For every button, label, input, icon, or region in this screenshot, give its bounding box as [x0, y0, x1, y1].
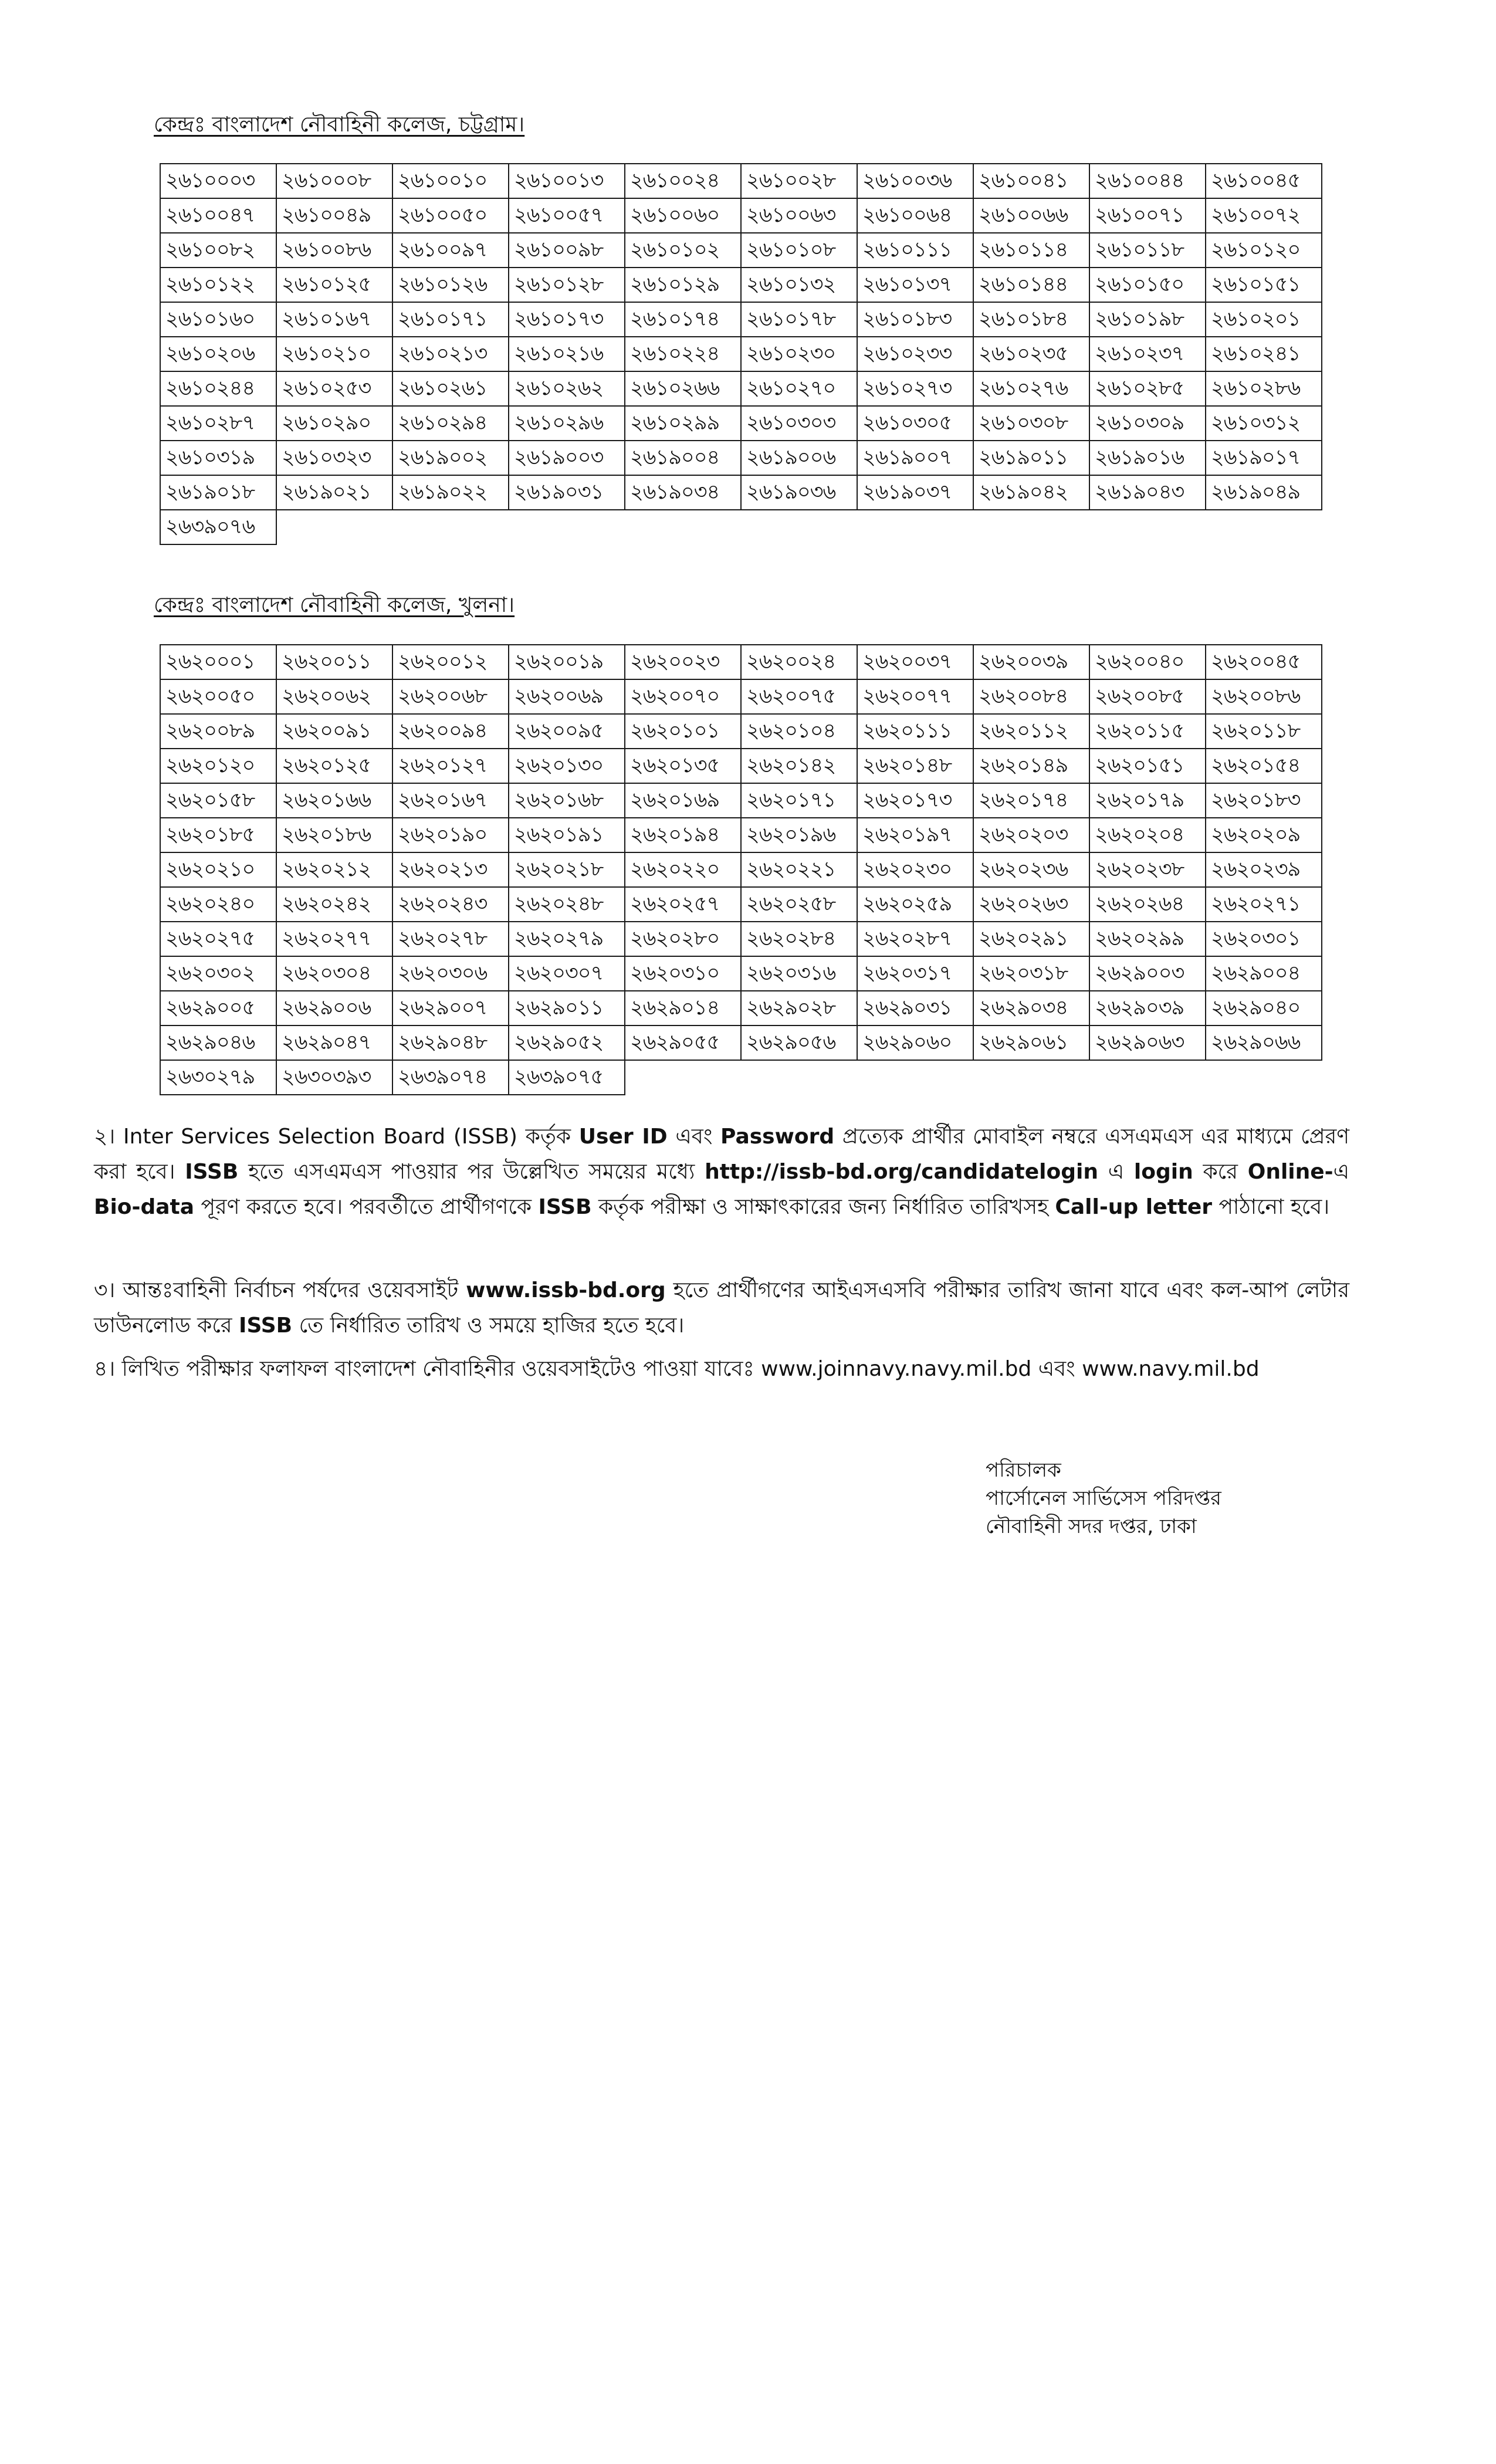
roll-number-cell: ২৬১০১৬০ [160, 302, 276, 337]
roll-number-cell: ২৬২০১০১ [625, 714, 741, 749]
roll-number-cell: ২৬১৯০০৪ [625, 441, 741, 475]
roll-number-cell: ২৬২০০১৯ [509, 645, 625, 679]
table-row [160, 818, 1322, 852]
roll-number-cell: ২৬২০১৪২ [741, 749, 857, 783]
paragraph-text: হতে প্রার্থীগণের আইএসএসবি পরীক্ষার তারিখ জানা যাবে এবং কল-আপ লেটার ডাউনলোড করে [94, 1278, 1350, 1338]
roll-number-cell: ২৬১০০৫০ [392, 198, 509, 233]
roll-number-cell: ২৬১০২২৪ [625, 337, 741, 371]
roll-number-cell: ২৬২০১১৮ [1206, 714, 1322, 749]
roll-number-cell: ২৬২০১৯১ [509, 818, 625, 852]
roll-number-cell: ২৬১৯০১৮ [160, 475, 276, 510]
roll-number-cell: ২৬২০০৪৫ [1206, 645, 1322, 679]
roll-number-cell: ২৬১৯০৩৬ [741, 475, 857, 510]
emphasis-text: www.issb-bd.org [466, 1278, 666, 1302]
roll-table-khulna [160, 644, 1322, 1095]
table-row [160, 441, 1322, 475]
roll-number-cell: ২৬২০১৯৭ [857, 818, 973, 852]
roll-number-cell: ২৬২০২০৪ [1089, 818, 1206, 852]
roll-number-cell: ২৬১০১২০ [1206, 233, 1322, 268]
table-row [160, 679, 1322, 714]
roll-number-cell: ২৬২৯০০৫ [160, 991, 276, 1025]
roll-number-cell: ২৬২০১৬৮ [509, 783, 625, 818]
roll-number-cell: ২৬১০০৬৩ [741, 198, 857, 233]
paragraph-text: ৩। আন্তঃবাহিনী নির্বাচন পর্ষদের ওয়েবসাইট [94, 1278, 466, 1302]
roll-number-cell: ২৬২০০৪০ [1089, 645, 1206, 679]
roll-number-cell: ২৬২০০২৪ [741, 645, 857, 679]
roll-number-cell: ২৬১০২৮৭ [160, 406, 276, 441]
roll-number-cell: ২৬১০২৩৫ [973, 337, 1089, 371]
roll-number-cell: ২৬১০২১০ [276, 337, 392, 371]
roll-number-cell: ২৬২০১২৭ [392, 749, 509, 783]
roll-number-cell: ২৬২০১০৪ [741, 714, 857, 749]
roll-number-cell: ২৬২০২১২ [276, 852, 392, 887]
roll-number-cell: ২৬২০২৩৯ [1206, 852, 1322, 887]
roll-number-cell: ২৬১০০৪৭ [160, 198, 276, 233]
roll-number-cell: ২৬২০২০৩ [973, 818, 1089, 852]
roll-number-cell: ২৬২০২৪৮ [509, 887, 625, 922]
emphasis-text: login [1133, 1160, 1193, 1184]
roll-number-cell: ২৬৩৯০৭৪ [392, 1060, 509, 1095]
roll-number-cell: ২৬১০০১০ [392, 164, 509, 198]
roll-number-cell: ২৬১০০৬৪ [857, 198, 973, 233]
roll-number-cell: ২৬১০৩০৩ [741, 406, 857, 441]
roll-number-cell: ২৬২০২৭৮ [392, 922, 509, 956]
roll-number-cell: ২৬২০০৮৪ [973, 679, 1089, 714]
roll-number-cell: ২৬২০৩০৪ [276, 956, 392, 991]
roll-number-cell: ২৬২০৩০৭ [509, 956, 625, 991]
roll-number-cell: ২৬২০১২০ [160, 749, 276, 783]
emphasis-text: Password [720, 1125, 835, 1149]
table-row [160, 406, 1322, 441]
roll-number-cell: ২৬২০১৮৫ [160, 818, 276, 852]
roll-number-cell: ২৬১০১৫১ [1206, 268, 1322, 302]
table-row [160, 164, 1322, 198]
roll-number-cell: ২৬১০০৪৯ [276, 198, 392, 233]
roll-number-cell: ২৬২০৩১০ [625, 956, 741, 991]
roll-number-cell: ২৬২৯০৫৫ [625, 1025, 741, 1060]
emphasis-text: Online- [1247, 1160, 1333, 1184]
roll-number-cell: ২৬২০২৭৫ [160, 922, 276, 956]
roll-number-cell: ২৬১০১২৮ [509, 268, 625, 302]
roll-number-cell: ২৬২০২৮৪ [741, 922, 857, 956]
roll-number-cell: ২৬১০১৬৭ [276, 302, 392, 337]
signature-block [986, 1456, 1221, 1541]
roll-number-cell: ২৬১০০৪১ [973, 164, 1089, 198]
roll-number-cell: ২৬২৯০১৪ [625, 991, 741, 1025]
roll-number-cell: ২৬১০০০৮ [276, 164, 392, 198]
paragraph-text: পূরণ করতে হবে। পরবর্তীতে প্রার্থীগণকে [194, 1195, 539, 1219]
roll-number-cell: ২৬৩৯০৭৫ [509, 1060, 625, 1095]
roll-number-cell: ২৬১০৩০৫ [857, 406, 973, 441]
roll-number-cell: ২৬১০২৬৬ [625, 371, 741, 406]
roll-number-cell: ২৬৩০২৭৯ [160, 1060, 276, 1095]
roll-number-cell: ২৬২০১২৫ [276, 749, 392, 783]
roll-number-cell: ২৬২৯০৩১ [857, 991, 973, 1025]
roll-number-cell: ২৬১৯০৩১ [509, 475, 625, 510]
roll-number-cell: ২৬১০০৭১ [1089, 198, 1206, 233]
roll-number-cell: ২৬১০২১৩ [392, 337, 509, 371]
roll-number-cell: ২৬১০২৬১ [392, 371, 509, 406]
roll-number-cell: ২৬২০১৬৬ [276, 783, 392, 818]
roll-number-cell: ২৬২৯০০৭ [392, 991, 509, 1025]
roll-number-cell: ২৬২৯০৪৭ [276, 1025, 392, 1060]
roll-number-cell: ২৬২০১১৫ [1089, 714, 1206, 749]
roll-number-cell: ২৬২০৩১৬ [741, 956, 857, 991]
roll-number-cell: ২৬২০২১৩ [392, 852, 509, 887]
paragraph-text: পাঠানো হবে। [1212, 1195, 1330, 1219]
roll-number-cell: ২৬২০২২১ [741, 852, 857, 887]
roll-number-cell: ২৬১০২৯৯ [625, 406, 741, 441]
roll-number-cell: ২৬১০০৬০ [625, 198, 741, 233]
roll-number-cell: ২৬১৯০৪৩ [1089, 475, 1206, 510]
roll-number-cell: ২৬২০০৭০ [625, 679, 741, 714]
roll-number-cell: ২৬২০১৫১ [1089, 749, 1206, 783]
roll-number-cell: ২৬১০১২৬ [392, 268, 509, 302]
roll-number-cell: ২৬১০১৩৭ [857, 268, 973, 302]
table-row [160, 198, 1322, 233]
roll-number-cell: ২৬১০০০৩ [160, 164, 276, 198]
table-row [160, 337, 1322, 371]
roll-number-cell: ২৬২০০৭৭ [857, 679, 973, 714]
roll-number-cell: ২৬১০০৪৪ [1089, 164, 1206, 198]
roll-number-cell: ২৬১০০৮২ [160, 233, 276, 268]
roll-number-cell: ২৬২৯০৫৬ [741, 1025, 857, 1060]
paragraph-text: ৪। লিখিত পরীক্ষার ফলাফল বাংলাদেশ নৌবাহিনীর ওয়েবসাইটেও পাওয়া যাবেঃ www.joinnavy.navy.mil.bd এবং www.navy.mil.bd [94, 1357, 1260, 1381]
roll-number-cell: ২৬২০০১১ [276, 645, 392, 679]
roll-number-cell: ২৬২০৩০৬ [392, 956, 509, 991]
roll-number-cell: ২৬২০০৯১ [276, 714, 392, 749]
emphasis-text: ISSB [185, 1160, 239, 1184]
roll-number-cell: ২৬২০২৮০ [625, 922, 741, 956]
roll-number-cell: ২৬২০২৬৩ [973, 887, 1089, 922]
roll-number-cell: ২৬১০০১৩ [509, 164, 625, 198]
paragraph-text: করে [1193, 1160, 1248, 1184]
paragraph-text: তে নির্ধারিত তারিখ ও সময়ে হাজির হতে হবে। [292, 1314, 685, 1338]
table-row [160, 268, 1322, 302]
roll-number-cell: ২৬১০২৯০ [276, 406, 392, 441]
roll-number-cell: ২৬২০২৩৬ [973, 852, 1089, 887]
roll-number-cell: ২৬২৯০৬১ [973, 1025, 1089, 1060]
roll-number-cell: ২৬২০১৯০ [392, 818, 509, 852]
roll-number-cell: ২৬১০১৩২ [741, 268, 857, 302]
roll-number-cell: ২৬২০১৭৯ [1089, 783, 1206, 818]
instruction-paragraph-issb-website [94, 1273, 1349, 1343]
roll-number-cell: ২৬২০২৯১ [973, 922, 1089, 956]
roll-number-cell: ২৬২০১৯৬ [741, 818, 857, 852]
roll-number-cell: ২৬১৯০৪৯ [1206, 475, 1322, 510]
roll-number-cell: ২৬১০০৬৬ [973, 198, 1089, 233]
roll-number-cell: ২৬২০০৭৫ [741, 679, 857, 714]
roll-number-cell: ২৬১০০৮৬ [276, 233, 392, 268]
roll-number-cell: ২৬২০২৫৮ [741, 887, 857, 922]
roll-number-cell: ২৬২০১৫৪ [1206, 749, 1322, 783]
roll-number-cell: ২৬২৯০৪০ [1206, 991, 1322, 1025]
table-row [160, 302, 1322, 337]
roll-number-cell: ২৬২০০৮৫ [1089, 679, 1206, 714]
roll-number-cell: ২৬১০১১৮ [1089, 233, 1206, 268]
roll-number-cell: ২৬২০২১০ [160, 852, 276, 887]
roll-number-cell: ২৬৩০৩৯৩ [276, 1060, 392, 1095]
roll-number-cell: ২৬২০১৭৩ [857, 783, 973, 818]
roll-number-cell: ২৬১৯০১৬ [1089, 441, 1206, 475]
roll-number-cell: ২৬২০১৩৫ [625, 749, 741, 783]
roll-number-cell: ২৬১০০৪৫ [1206, 164, 1322, 198]
roll-number-cell: ২৬১৯০০৬ [741, 441, 857, 475]
roll-number-cell: ২৬১০২৯৪ [392, 406, 509, 441]
roll-number-cell: ২৬১০২০১ [1206, 302, 1322, 337]
roll-number-cell: ২৬১৯০৩৪ [625, 475, 741, 510]
roll-number-cell: ২৬১০৩০৯ [1089, 406, 1206, 441]
roll-number-cell: ২৬২০০৮৯ [160, 714, 276, 749]
roll-number-cell: ২৬১০১১৪ [973, 233, 1089, 268]
roll-number-cell: ২৬২০০৩৯ [973, 645, 1089, 679]
roll-number-cell: ২৬২০২৬৪ [1089, 887, 1206, 922]
roll-number-cell: ২৬২০১৭৪ [973, 783, 1089, 818]
table-row [160, 922, 1322, 956]
roll-number-cell: ২৬২০২৫৯ [857, 887, 973, 922]
roll-number-cell: ২৬২০৩০১ [1206, 922, 1322, 956]
roll-number-cell: ২৬২০২১৮ [509, 852, 625, 887]
roll-number-cell: ২৬১০২৪৪ [160, 371, 276, 406]
roll-number-cell: ২৬২০৩১৭ [857, 956, 973, 991]
signature-designation: পরিচালক [986, 1458, 1061, 1482]
roll-number-cell: ২৬১৯০০৩ [509, 441, 625, 475]
paragraph-text: এ [1333, 1160, 1350, 1184]
instruction-paragraph-result-website [94, 1352, 1349, 1387]
roll-number-cell: ২৬২০২৩০ [857, 852, 973, 887]
roll-number-cell: ২৬২০২৪৩ [392, 887, 509, 922]
roll-number-cell: ২৬১৯০৩৭ [857, 475, 973, 510]
roll-number-cell: ২৬১০১৯৮ [1089, 302, 1206, 337]
roll-number-cell: ২৬১০২৩৭ [1089, 337, 1206, 371]
roll-number-cell: ২৬১০১২২ [160, 268, 276, 302]
roll-number-cell: ২৬১০০২৪ [625, 164, 741, 198]
roll-number-cell: ২৬২০০১২ [392, 645, 509, 679]
roll-number-cell: ২৬১০০৫৭ [509, 198, 625, 233]
table-row [160, 783, 1322, 818]
roll-number-cell: ২৬২০০৯৪ [392, 714, 509, 749]
roll-number-cell: ২৬২০১৯৪ [625, 818, 741, 852]
roll-number-cell: ২৬২০৩০২ [160, 956, 276, 991]
roll-number-cell: ২৬১৯০০৭ [857, 441, 973, 475]
roll-number-cell: ২৬১৯০০২ [392, 441, 509, 475]
roll-number-cell: ২৬১০১৫০ [1089, 268, 1206, 302]
roll-number-cell: ২৬২৯০৫২ [509, 1025, 625, 1060]
roll-number-cell: ২৬১০১৭৪ [625, 302, 741, 337]
roll-number-cell: ২৬২০১৩০ [509, 749, 625, 783]
roll-number-cell: ২৬১০২৯৬ [509, 406, 625, 441]
roll-number-cell: ২৬২০২৪০ [160, 887, 276, 922]
roll-number-cell: ২৬২০০০১ [160, 645, 276, 679]
roll-number-cell: ২৬২০০২৩ [625, 645, 741, 679]
roll-number-cell: ২৬২০১৬৯ [625, 783, 741, 818]
roll-number-cell: ২৬২৯০১১ [509, 991, 625, 1025]
roll-number-cell: ২৬১০২১৬ [509, 337, 625, 371]
table-row [160, 475, 1322, 510]
emphasis-text: User ID [578, 1125, 668, 1149]
roll-number-cell: ২৬১০০২৮ [741, 164, 857, 198]
table-row [160, 956, 1322, 991]
roll-number-cell: ২৬১০১০২ [625, 233, 741, 268]
paragraph-text: কর্তৃক পরীক্ষা ও সাক্ষাৎকারের জন্য নির্ধারিত তারিখসহ [591, 1195, 1055, 1219]
roll-number-cell: ২৬১০৩২৩ [276, 441, 392, 475]
roll-number-cell: ২৬২০২৪২ [276, 887, 392, 922]
roll-number-cell: ২৬২০১৮৩ [1206, 783, 1322, 818]
instruction-paragraph-issb-login [94, 1119, 1349, 1225]
roll-number-cell: ২৬১০২৭৩ [857, 371, 973, 406]
roll-number-cell: ২৬২৯০৬৩ [1089, 1025, 1206, 1060]
roll-number-cell: ২৬২০১৪৯ [973, 749, 1089, 783]
roll-number-cell: ২৬১০১৪৪ [973, 268, 1089, 302]
roll-number-cell: ২৬২০১১২ [973, 714, 1089, 749]
roll-number-cell: ২৬১৯০২১ [276, 475, 392, 510]
roll-number-cell: ২৬১০২৫৩ [276, 371, 392, 406]
roll-number-cell: ২৬২০২৩৮ [1089, 852, 1206, 887]
roll-number-cell: ২৬১০৩০৮ [973, 406, 1089, 441]
emphasis-text: http://issb-bd.org/candidatelogin [705, 1160, 1098, 1184]
roll-number-cell: ২৬২০২৭৭ [276, 922, 392, 956]
roll-number-cell: ২৬১০১২৫ [276, 268, 392, 302]
roll-number-cell: ২৬১০০৭২ [1206, 198, 1322, 233]
roll-number-cell: ২৬১০০৯৮ [509, 233, 625, 268]
paragraph-text: ২। Inter Services Selection Board (ISSB) কর্তৃক [94, 1125, 579, 1149]
roll-number-cell: ২৬২৯০০৩ [1089, 956, 1206, 991]
roll-number-cell: ২৬১০১৭৩ [509, 302, 625, 337]
roll-number-cell: ২৬২০১৬৭ [392, 783, 509, 818]
emphasis-text: ISSB [538, 1195, 592, 1219]
roll-number-cell: ২৬১০০৩৬ [857, 164, 973, 198]
table-row [160, 991, 1322, 1025]
paragraph-text: এ [1098, 1160, 1134, 1184]
table-row [160, 1025, 1322, 1060]
table-row [160, 233, 1322, 268]
roll-number-cell: ২৬২০০৫০ [160, 679, 276, 714]
roll-number-cell: ২৬১০২৩০ [741, 337, 857, 371]
signature-office: নৌবাহিনী সদর দপ্তর, ঢাকা [986, 1515, 1197, 1538]
roll-number-cell: ২৬২০০৯৫ [509, 714, 625, 749]
roll-number-cell: ২৬২০২৮৭ [857, 922, 973, 956]
roll-number-cell: ২৬১০১২৯ [625, 268, 741, 302]
table-row [160, 714, 1322, 749]
roll-number-cell: ২৬৩৯০৭৬ [160, 510, 276, 544]
roll-number-cell: ২৬২০২৭১ [1206, 887, 1322, 922]
signature-directorate: পার্সোনেল সার্ভিসেস পরিদপ্তর [986, 1487, 1221, 1510]
center-heading-khulna: কেন্দ্রঃ বাংলাদেশ নৌবাহিনী কলেজ, খুলনা। [154, 593, 515, 617]
emphasis-text: Bio-data [94, 1195, 195, 1219]
roll-number-cell: ২৬২৯০০৬ [276, 991, 392, 1025]
roll-number-cell: ২৬২০২২০ [625, 852, 741, 887]
roll-number-cell: ২৬২৯০২৮ [741, 991, 857, 1025]
roll-number-cell: ২৬২৯০৬০ [857, 1025, 973, 1060]
roll-number-cell: ২৬২৯০৪৬ [160, 1025, 276, 1060]
roll-number-cell: ২৬২০১৫৮ [160, 783, 276, 818]
roll-number-cell: ২৬২০৩১৮ [973, 956, 1089, 991]
table-row [160, 1060, 1322, 1095]
roll-number-cell: ২৬১০২৭০ [741, 371, 857, 406]
roll-number-cell: ২৬২০২৭৯ [509, 922, 625, 956]
roll-number-cell: ২৬২০২৫৭ [625, 887, 741, 922]
roll-number-cell: ২৬২০০৬৯ [509, 679, 625, 714]
roll-number-cell: ২৬১৯০১৭ [1206, 441, 1322, 475]
roll-number-cell: ২৬২৯০৬৬ [1206, 1025, 1322, 1060]
roll-number-cell: ২৬২০১৪৮ [857, 749, 973, 783]
emphasis-text: ISSB [239, 1314, 293, 1338]
roll-number-cell: ২৬১০৩১২ [1206, 406, 1322, 441]
roll-number-cell: ২৬১০২৬২ [509, 371, 625, 406]
roll-number-cell: ২৬২০০৮৬ [1206, 679, 1322, 714]
roll-number-cell: ২৬১০১১১ [857, 233, 973, 268]
paragraph-text: প্রত্যেক প্রার্থীর মোবাইল নম্বরে এসএমএস এর মাধ্যমে প্রেরণ করা হবে। [94, 1125, 1350, 1184]
paragraph-text: হতে এসএমএস পাওয়ার পর উল্লেখিত সময়ের মধ্যে [238, 1160, 705, 1184]
roll-number-cell: ২৬২৯০০৪ [1206, 956, 1322, 991]
roll-number-cell: ২৬২০১৮৬ [276, 818, 392, 852]
roll-number-cell: ২৬১০২৪১ [1206, 337, 1322, 371]
roll-number-cell: ২৬১০১৭১ [392, 302, 509, 337]
roll-number-cell: ২৬১০১৮৪ [973, 302, 1089, 337]
roll-number-cell: ২৬২০১১১ [857, 714, 973, 749]
roll-table-chattogram [160, 163, 1322, 545]
roll-number-cell: ২৬২০২০৯ [1206, 818, 1322, 852]
table-row [160, 852, 1322, 887]
roll-number-cell: ২৬২৯০৪৮ [392, 1025, 509, 1060]
roll-number-cell: ২৬২৯০৩৪ [973, 991, 1089, 1025]
roll-number-cell: ২৬২০২৯৯ [1089, 922, 1206, 956]
roll-number-cell: ২৬১০০৯৭ [392, 233, 509, 268]
roll-number-cell: ২৬২০০৬২ [276, 679, 392, 714]
table-row [160, 749, 1322, 783]
roll-number-cell: ২৬১৯০২২ [392, 475, 509, 510]
paragraph-text: এবং [667, 1125, 721, 1149]
roll-number-cell: ২৬১০২৮৬ [1206, 371, 1322, 406]
table-row [160, 645, 1322, 679]
center-heading-chattogram: কেন্দ্রঃ বাংলাদেশ নৌবাহিনী কলেজ, চট্টগ্রাম। [154, 113, 525, 137]
table-row [160, 371, 1322, 406]
roll-number-cell: ২৬১০৩১৯ [160, 441, 276, 475]
roll-number-cell: ২৬১৯০৪২ [973, 475, 1089, 510]
roll-number-cell: ২৬১০২৮৫ [1089, 371, 1206, 406]
table-row [160, 510, 1322, 544]
roll-number-cell: ২৬২০০৩৭ [857, 645, 973, 679]
emphasis-text: Call-up letter [1055, 1195, 1213, 1219]
roll-number-cell: ২৬১০২৩৩ [857, 337, 973, 371]
roll-number-cell: ২৬২৯০৩৯ [1089, 991, 1206, 1025]
roll-number-cell: ২৬২০০৬৮ [392, 679, 509, 714]
roll-number-cell: ২৬১০১৭৮ [741, 302, 857, 337]
table-row [160, 887, 1322, 922]
roll-number-cell: ২৬১০১৮৩ [857, 302, 973, 337]
roll-number-cell: ২৬১০২৭৬ [973, 371, 1089, 406]
roll-number-cell: ২৬১০২০৬ [160, 337, 276, 371]
roll-number-cell: ২৬১৯০১১ [973, 441, 1089, 475]
roll-number-cell: ২৬২০১৭১ [741, 783, 857, 818]
roll-number-cell: ২৬১০১০৮ [741, 233, 857, 268]
